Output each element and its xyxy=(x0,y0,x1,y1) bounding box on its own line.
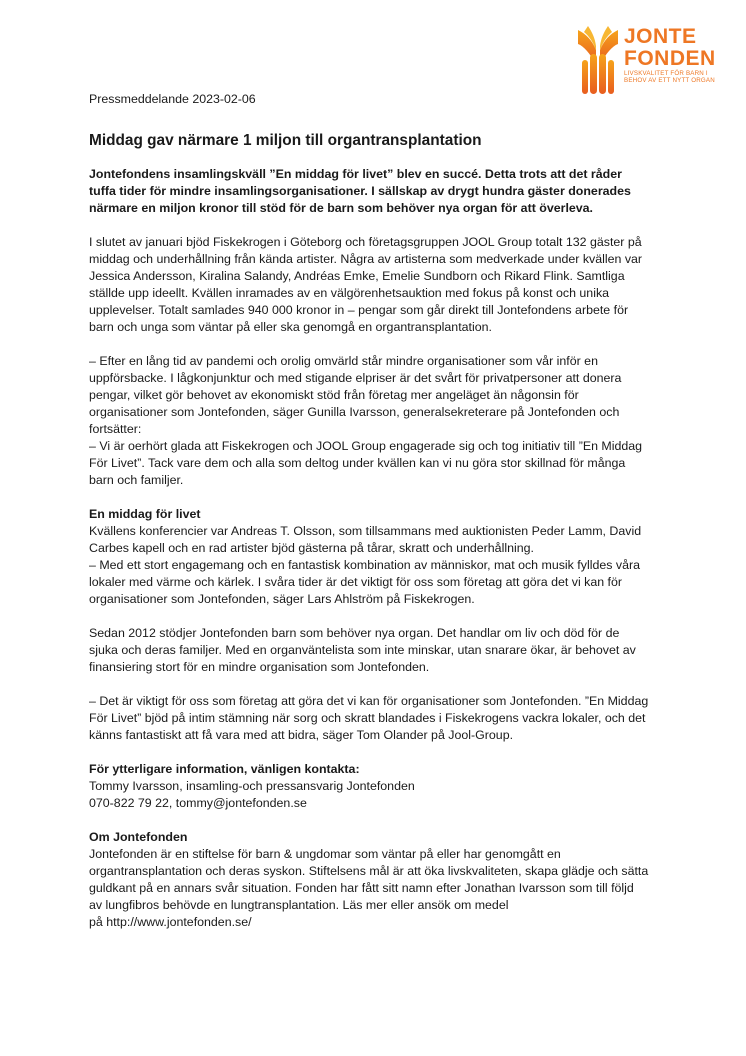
logo-tagline-line1: LIVSKVALITET FÖR BARN I xyxy=(624,70,708,77)
quote-gunilla-part1: – Efter en lång tid av pandemi och orolig omvärld står mindre organisationer som vår inför en uppförsbacke. I lågkonjunktur och med stigande elpriser är det svårt för privatpersoner att donera pengar, vilket gör behovet av ekonomiskt stöd från företag mer angeläget än någonsin för organisationer som Jontefonden, säger Gunilla Ivarsson, generalsekreterare på Jontefonden och fortsätter: xyxy=(89,354,622,436)
quote-gunilla-part2: – Vi är oerhört glada att Fiskekrogen och JOOL Group engagerade sig och tog initiativ till ”En Middag För Livet”. Tack vare dem och alla som deltog under kvällen kan vi nu göra stor skillnad för många barn och familjer. xyxy=(89,439,643,487)
quote-tom: – Det är viktigt för oss som företag att göra det vi kan för organisationer som Jontefonden. ”En Middag För Livet” bjöd på intim stämning när sorg och skratt blandades i Fiskekrogens vackra lokaler, och det känns fantastiskt att få vara med att bidra, säger Tom Olander på Jool-Group. xyxy=(89,694,649,742)
paragraph-event: I slutet av januari bjöd Fiskekrogen i Göteborg och företagsgruppen JOOL Group totalt 132 gäster på middag och underhållning från kända artister. Några av artisterna som medverkade under kvällen var Jessica Andersson, Kiralina Salandy, Andréas Emke, Emelie Sundborn och Rikard Flink. Samtliga ställde upp ideellt. Kvällen inramades av en välgörenhetsauktion med fokus på konst och unika upplevelser. Totalt samlades 940 000 kronor in – pengar som går direkt till Jontefondens arbete för barn och unga som väntar på eller ska genomgå en organtransplantation. xyxy=(89,235,643,334)
section-en-middag xyxy=(89,506,649,608)
logo-tagline-line2: BEHOV AV ETT NYTT ORGAN xyxy=(624,77,715,84)
about-section xyxy=(89,829,649,931)
quote-lars: – Med ett stort engagemang och en fantastisk kombination av människor, mat och musik fylldes våra lokaler med värme och kärlek. I svåra tider är det viktigt för oss som företag att göra det vi kan för organisationer som Jontefonden, säger Lars Ahlström på Fiskekrogen. xyxy=(89,558,640,606)
about-heading: Om Jontefonden xyxy=(89,830,188,844)
logo-name-line1: JONTE xyxy=(624,25,697,48)
paragraph-konferencier: Kvällens konferencier var Andreas T. Olsson, som tillsammans med auktionisten Peder Lamm, David Carbes kapell och en rad artister bjöd gästerna på tårar, skratt och underhållning. xyxy=(89,524,642,555)
logo-tagline xyxy=(624,70,715,84)
section-heading-en-middag: En middag för livet xyxy=(89,507,201,521)
contact-phone-email: 070-822 79 22, tommy@jontefonden.se xyxy=(89,796,307,810)
about-link[interactable]: på http://www.jontefonden.se/ xyxy=(89,915,252,929)
contact-name: Tommy Ivarsson, insamling-och pressansvarig Jontefonden xyxy=(89,779,415,793)
press-release-body xyxy=(89,91,649,948)
page-title: Middag gav närmare 1 miljon till organtransplantation xyxy=(89,132,482,149)
paragraph-since-2012: Sedan 2012 stödjer Jontefonden barn som behöver nya organ. Det handlar om liv och död för de sjuka och deras familjer. Med en organväntelista som inte minskar, utan snarare ökar, är behovet av finansiering stort för en mindre organisation som Jontefonden. xyxy=(89,626,636,674)
lead-paragraph: Jontefondens insamlingskväll ”En middag för livet” blev en succé. Detta trots att det råder tuffa tider för mindre insamlingsorganisationer. I sällskap av drygt hundra gäster donerades närmare en miljon kronor till stöd för de barn som behöver nya organ för att överleva. xyxy=(89,167,631,215)
about-text: Jontefonden är en stiftelse för barn & ungdomar som väntar på eller har genomgått en organtransplantation och deras syskon. Stiftelsens mål är att öka livskvaliteten, skapa glädje och sätta guldkant på en annars svår situation. Fonden har fått sitt namn efter Jonathan Ivarsson som till följd av lungfibros behövde en lungtransplantation. Läs mer eller ansök om medel xyxy=(89,847,649,912)
contact-section xyxy=(89,761,649,812)
jontefonden-logo-mark-icon xyxy=(576,24,620,96)
paragraph-quote-gunilla xyxy=(89,353,649,489)
logo-name-line2: FONDEN xyxy=(624,47,716,70)
release-date: Pressmeddelande 2023-02-06 xyxy=(89,92,256,106)
logo-wordmark xyxy=(624,26,716,70)
contact-heading: För ytterligare information, vänligen kontakta: xyxy=(89,762,360,776)
jontefonden-logo xyxy=(576,24,726,96)
